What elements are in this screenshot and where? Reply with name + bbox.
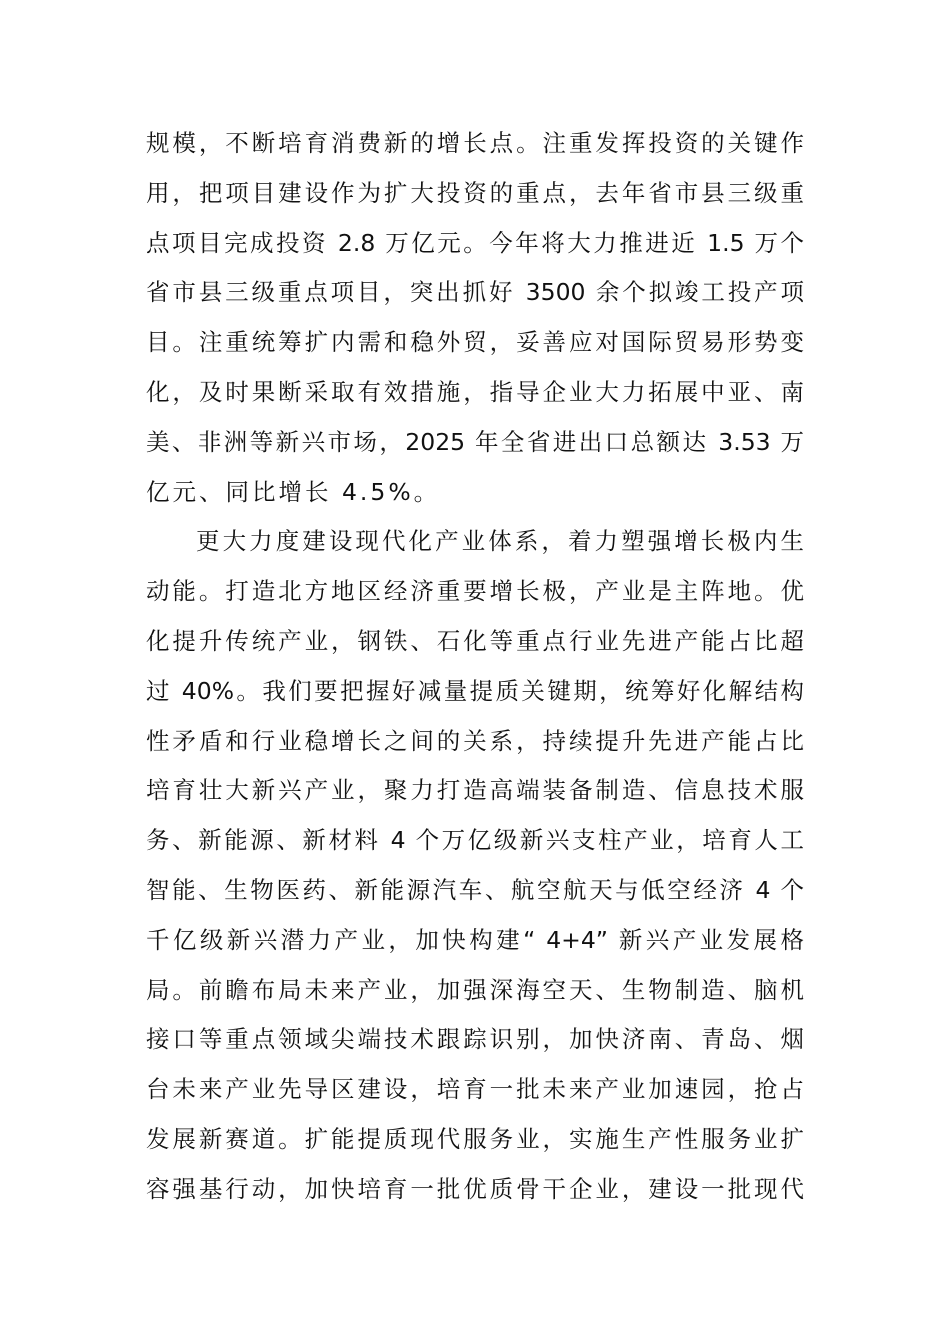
text-line: 性矛盾和行业稳增长之间的关系，持续提升先进产能占比 bbox=[146, 726, 804, 755]
text-line: 容强基行动，加快培育一批优质骨干企业，建设一批现代 bbox=[146, 1174, 804, 1203]
text-line: 接口等重点领域尖端技术跟踪识别，加快济南、青岛、烟 bbox=[146, 1025, 804, 1054]
text-line: 规模，不断培育消费新的增长点。注重发挥投资的关键作 bbox=[146, 129, 804, 157]
text-line: 培育壮大新兴产业，聚力打造高端装备制造、信息技术服 bbox=[146, 776, 804, 805]
text-line: 过 40%。我们要把握好减量提质关键期，统筹好化解结构 bbox=[146, 676, 804, 705]
text-line: 化提升传统产业，钢铁、石化等重点行业先进产能占比超 bbox=[146, 626, 804, 655]
text-line: 用，把项目建设作为扩大投资的重点，去年省市县三级重 bbox=[146, 178, 804, 207]
document-body bbox=[146, 119, 804, 1215]
text-line: 局。前瞻布局未来产业，加强深海空天、生物制造、脑机 bbox=[146, 975, 804, 1004]
text-line: 化，及时果断采取有效措施，指导企业大力拓展中亚、南 bbox=[146, 377, 804, 406]
text-line: 亿元、同比增长 4.5%。 bbox=[146, 477, 441, 506]
text-line: 动能。打造北方地区经济重要增长极，产业是主阵地。优 bbox=[146, 577, 804, 606]
text-line: 更大力度建设现代化产业体系，着力塑强增长极内生 bbox=[196, 527, 804, 556]
text-line: 美、非洲等新兴市场，2025 年全省进出口总额达 3.53 万 bbox=[146, 427, 804, 456]
text-line: 发展新赛道。扩能提质现代服务业，实施生产性服务业扩 bbox=[146, 1124, 804, 1153]
text-line: 务、新能源、新材料 4 个万亿级新兴支柱产业，培育人工 bbox=[146, 826, 804, 855]
text-line: 千亿级新兴潜力产业，加快构建“ 4+4” 新兴产业发展格 bbox=[146, 925, 804, 954]
text-line: 目。注重统筹扩内需和稳外贸，妥善应对国际贸易形势变 bbox=[146, 328, 804, 357]
text-line: 智能、生物医药、新能源汽车、航空航天与低空经济 4 个 bbox=[146, 875, 804, 904]
text-line: 省市县三级重点项目，突出抓好 3500 余个拟竣工投产项 bbox=[146, 278, 804, 307]
text-line: 台未来产业先导区建设，培育一批未来产业加速园，抢占 bbox=[146, 1075, 804, 1104]
text-line: 点项目完成投资 2.8 万亿元。今年将大力推进近 1.5 万个 bbox=[146, 228, 804, 257]
